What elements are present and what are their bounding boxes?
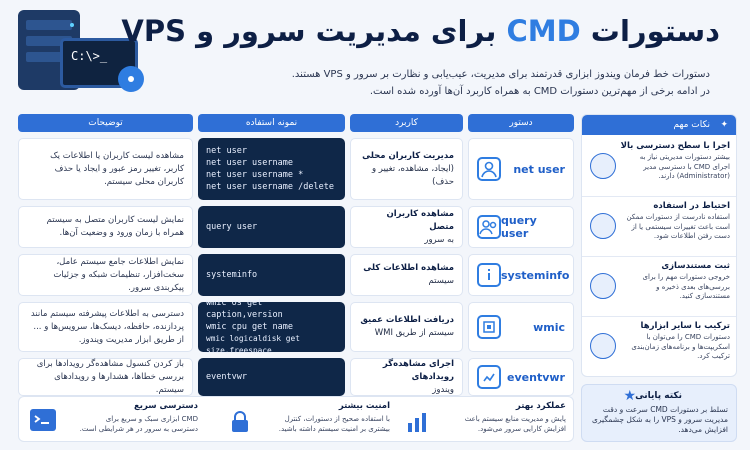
- code-line: eventvwr: [206, 372, 247, 382]
- title-part2: برای مدیریت سرور و VPS: [121, 14, 507, 48]
- table-row-command: [468, 206, 574, 248]
- usage-sub: (ایجاد، مشاهده، تغییر و حذف): [371, 163, 454, 187]
- tip-text: دستورات CMD را می‌توان با اسکریپت‌ها و برنامه‌های زمان‌بندی ترکیب کرد.: [631, 333, 730, 360]
- warning-icon: [590, 213, 616, 239]
- table-row-command: [468, 358, 574, 396]
- code-line: net user: [206, 146, 247, 156]
- command-name: wmic: [533, 320, 565, 334]
- tip-item: [582, 257, 737, 317]
- code-line: wmic os get caption,version: [206, 298, 283, 320]
- tip-item: [582, 317, 737, 377]
- benefit-text: پایش و مدیریت منابع سیستم باعث افزایش کارایی سرور می‌شود.: [464, 415, 566, 433]
- clock-icon: [590, 273, 616, 299]
- tip-item: [582, 197, 737, 257]
- command-name: query user: [501, 214, 537, 240]
- command-name: systeminfo: [501, 268, 570, 282]
- intro-line-1: دستورات خط فرمان ویندوز ابزاری قدرتمند برای مدیریت، عیب‌یابی و نظارت بر سرور و VPS هستند.: [291, 69, 710, 80]
- tips-header: [582, 115, 736, 135]
- benefit-text: CMD ابزاری سبک و سریع برای دسترسی به سرور در هر شرایطی است.: [79, 415, 198, 433]
- tip-title: اجرا با سطح دسترسی بالا: [620, 141, 730, 151]
- lightbulb-icon: ✦: [720, 120, 728, 130]
- benefit-text: با استفاده صحیح از دستورات، کنترل بیشتری بر امنیت سیستم داشته باشید.: [278, 415, 390, 433]
- usage-title: دریافت اطلاعات عمیق: [360, 315, 454, 325]
- final-note-title: نکته پایانی: [635, 391, 682, 401]
- table-row-description: [18, 138, 193, 200]
- usage-title: مشاهده اطلاعات کلی: [363, 263, 454, 273]
- final-note: [581, 384, 737, 442]
- code-example: [198, 206, 345, 248]
- bar-chart-icon: [405, 409, 431, 435]
- command-name: eventvwr: [507, 370, 565, 384]
- code-example: [198, 254, 345, 296]
- header-example: نمونه استفاده: [198, 114, 345, 132]
- table-row-description: [18, 206, 193, 248]
- table-row-usage: [350, 358, 463, 396]
- page-title: [121, 14, 720, 48]
- usage-sub: سیستم از طریق WMI: [374, 328, 454, 338]
- description-text: مشاهده لیست کاربران یا اطلاعات یک کاربر، تغییر رمز عبور و ایجاد یا حذف کاربران محلی سیستم.: [50, 150, 184, 187]
- usage-sub: سیستم: [428, 276, 454, 286]
- benefit-title: دسترسی سریع: [133, 401, 198, 411]
- final-note-text: تسلط بر دستورات CMD سرعت و دقت مدیریت سرور و VPS را به شکل چشمگیری افزایش می‌دهد.: [591, 405, 728, 434]
- code-line: systeminfo: [206, 270, 258, 280]
- tip-title: احتیاط در استفاده: [653, 201, 730, 211]
- table-row-command: [468, 138, 574, 200]
- table-row-description: [18, 254, 193, 296]
- code-line: query user: [206, 222, 258, 232]
- code-line: net user username /delete: [206, 182, 334, 192]
- usage-title: مشاهده کاربران متصل: [386, 208, 454, 232]
- tips-panel: [581, 114, 737, 377]
- description-text: نمایش لیست کاربران متصل به سیستم همراه با زمان ورود و وضعیت آن‌ها.: [46, 215, 184, 238]
- command-name: net user: [513, 162, 565, 176]
- description-text: نمایش اطلاعات جامع سیستم عامل، سخت‌افزار، تنظیمات شبکه و جزئیات پیکربندی سرور.: [53, 256, 184, 293]
- code-line: wmic logicaldisk get size,freespace: [206, 334, 300, 355]
- usage-title: اجرای مشاهده‌گر رویدادهای: [382, 358, 454, 382]
- benefit-title: امنیت بیشتر: [338, 401, 390, 411]
- terminal-prompt: C:\>_: [71, 49, 108, 63]
- title-part1: دستورات: [580, 14, 720, 48]
- lock-icon: [227, 409, 253, 435]
- code-example: [198, 358, 345, 396]
- code-example: [198, 298, 345, 355]
- terminal-icon: [29, 407, 57, 433]
- benefit-title: عملکرد بهتر: [515, 401, 566, 411]
- table-row-usage: [350, 138, 463, 200]
- description-text: دسترسی به اطلاعات پیشرفته سیستم مانند پردازنده، حافظه، دیسک‌ها، سرویس‌ها و ... از طریق ابزار مدیریت ویندوز.: [30, 308, 184, 345]
- gear-icon: [118, 66, 144, 92]
- table-row-description: [18, 358, 193, 396]
- title-highlight: CMD: [506, 14, 581, 48]
- table-row-usage: [350, 206, 463, 248]
- usage-sub: به سرور: [424, 234, 454, 245]
- usage-sub: ویندوز: [432, 384, 454, 395]
- usage-title: مدیریت کاربران محلی: [362, 150, 454, 161]
- user-icon: [477, 157, 501, 181]
- code-line: wmic cpu get name: [206, 322, 293, 332]
- header-command: دستور: [468, 114, 574, 132]
- chip-icon: [477, 315, 501, 339]
- tips-title: نکات مهم: [673, 120, 710, 130]
- star-icon: ★: [623, 388, 636, 404]
- table-row-usage: [350, 254, 463, 296]
- benefit-item: [255, 401, 390, 439]
- header: [0, 0, 750, 112]
- header-usage: کاربرد: [350, 114, 463, 132]
- tip-text: استفاده نادرست از دستورات ممکن است باعث تغییرات سیستمی یا از دست رفتن اطلاعات شود.: [626, 213, 730, 240]
- table-row-usage: [350, 302, 463, 352]
- info-icon: [477, 263, 501, 287]
- intro-line-2: در ادامه برخی از مهم‌ترین دستورات CMD به همراه کاربرد آن‌ها آورده شده است.: [369, 86, 710, 97]
- event-log-icon: [477, 365, 501, 389]
- shield-icon: [590, 153, 616, 179]
- tip-title: ترکیب با سایر ابزارها: [640, 321, 730, 331]
- code-example: [198, 138, 345, 200]
- tip-text: بیشتر دستورات مدیریتی نیاز به اجرای CMD با دسترسی مدیر (Administrator) دارند.: [639, 153, 730, 180]
- header-description: توضیحات: [18, 114, 193, 132]
- table-row-command: [468, 254, 574, 296]
- description-text: باز کردن کنسول مشاهده‌گر رویدادها برای بررسی خطاها، هشدارها و رویدادهای سیستم.: [36, 358, 184, 395]
- tip-title: ثبت مستندسازی: [661, 261, 730, 271]
- tip-text: خروجی دستورات مهم را برای بررسی‌های بعدی ذخیره و مستندسازی کنید.: [642, 273, 730, 300]
- intro-text: [150, 66, 710, 100]
- benefit-item: [63, 401, 198, 439]
- users-icon: [477, 215, 501, 239]
- gear-icon: [590, 333, 616, 359]
- benefit-item: [431, 401, 566, 439]
- table-row-command: [468, 302, 574, 352]
- code-line: net user username: [206, 158, 293, 168]
- tip-item: [582, 137, 737, 197]
- benefits-bar: [18, 396, 574, 442]
- code-line: net user username *: [206, 170, 304, 180]
- table-row-description: [18, 302, 193, 352]
